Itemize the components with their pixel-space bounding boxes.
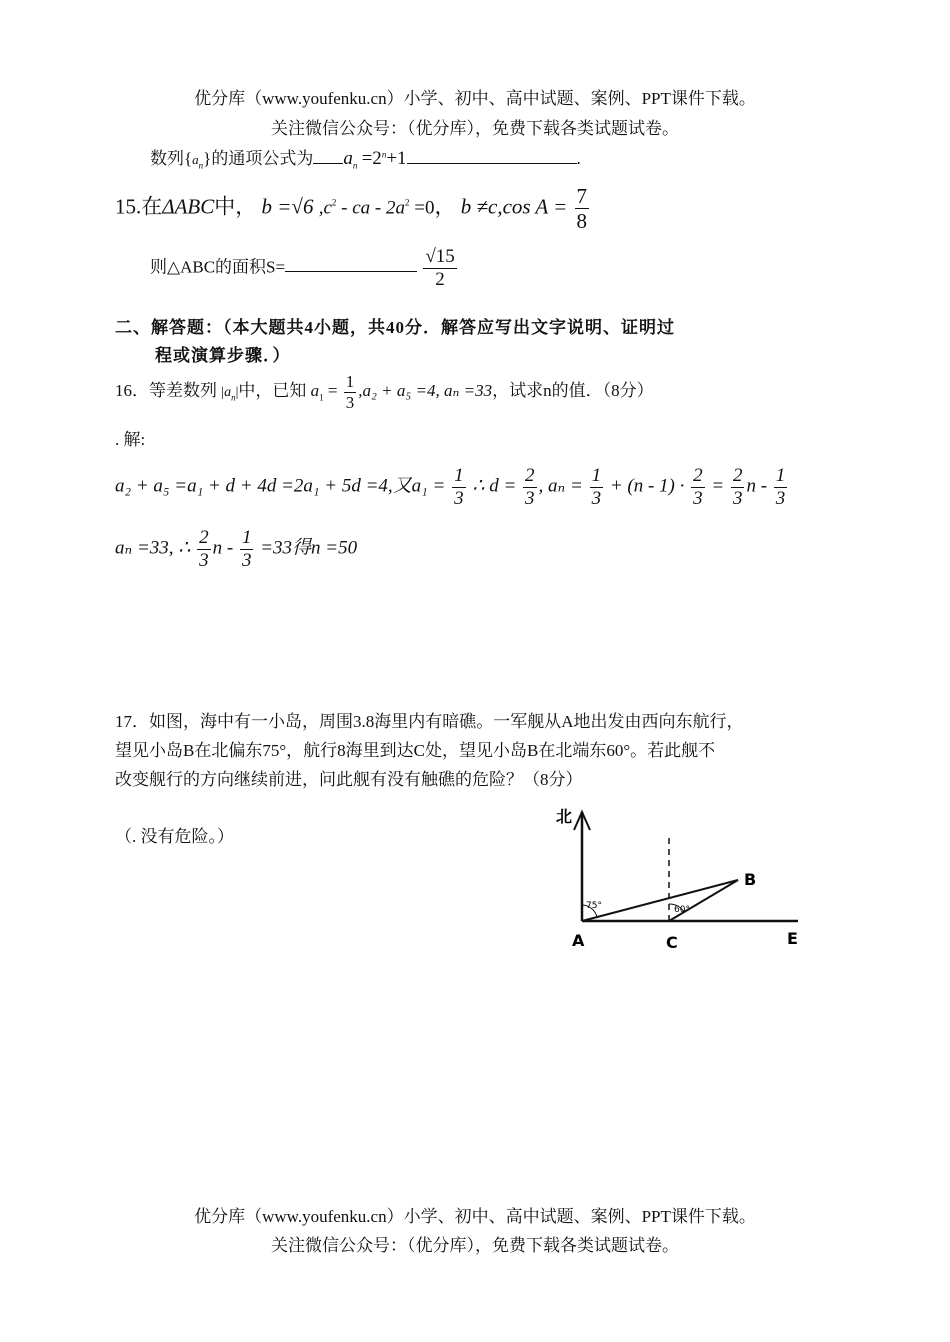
q15-sep: ， bbox=[434, 194, 456, 219]
q16-eq1: = bbox=[323, 380, 338, 400]
q16-frac-d-den: 3 bbox=[693, 487, 703, 509]
q16-frac-e bbox=[731, 465, 745, 510]
q15-cos-num: 7 bbox=[576, 184, 588, 208]
q16-frac-f-num: 1 bbox=[775, 465, 786, 486]
q14-tail bbox=[150, 144, 581, 170]
q16-frac-c bbox=[590, 465, 604, 510]
q16-frac-g-den: 3 bbox=[199, 549, 209, 571]
q16-frac-a bbox=[452, 465, 466, 510]
navigation-figure bbox=[550, 800, 810, 960]
q16-frac-e-den: 3 bbox=[732, 487, 743, 509]
q15-cond2-rest: - ca - 2a bbox=[336, 197, 405, 219]
q15-number: 15. bbox=[115, 194, 142, 219]
q16-solve: . 解: bbox=[115, 430, 146, 449]
section-title: 二、解答题：（本大题共4小题，共40分．解答应写出文字说明、证明过 bbox=[115, 318, 675, 337]
q16-line2-a: aₙ =33, ∴ bbox=[115, 537, 191, 559]
q16-f1-den: 3 bbox=[345, 392, 355, 412]
q15-ans-den: 2 bbox=[435, 268, 445, 290]
q16-line1-e: = bbox=[706, 475, 725, 497]
header-line-1: 优分库（www.youfenku.cn）小学、初中、高中试题、案例、PPT课件下载。 bbox=[194, 89, 756, 108]
line-ab bbox=[582, 880, 738, 921]
point-a-label: A bbox=[572, 931, 585, 950]
q16-line2-b: n - bbox=[212, 537, 234, 559]
angle-60-label: 60° bbox=[674, 905, 690, 915]
q16-frac-g-num: 2 bbox=[199, 527, 209, 548]
q15-cond1: b =√6 bbox=[261, 194, 314, 219]
q15-ans-num: √15 bbox=[425, 246, 455, 267]
q16-f1-num: 1 bbox=[345, 372, 355, 391]
q16-frac-a-num: 1 bbox=[454, 465, 464, 486]
q15-cond3: b ≠c bbox=[460, 194, 498, 219]
q16-number: 16． bbox=[115, 380, 149, 400]
q16-frac-g bbox=[197, 527, 211, 572]
q17-answer: （. 没有危险。） bbox=[115, 827, 234, 846]
q16-line1-c: , aₙ = bbox=[538, 475, 583, 497]
q15-cond4: ,cos A = bbox=[497, 194, 568, 219]
q14-end: . bbox=[576, 149, 581, 168]
q16-frac-d-num: 2 bbox=[693, 465, 703, 486]
q16-frac-d bbox=[691, 465, 705, 510]
q15-cond2-end: =0 bbox=[409, 197, 435, 219]
q16-frac-c-den: 3 bbox=[591, 487, 602, 509]
q15-ask bbox=[150, 246, 459, 291]
q16-rest: ,a₂ + a₅ =4, aₙ =33 bbox=[358, 380, 493, 400]
q17-line-2: 望见小岛B在北偏东75°，航行8海里到达C处，望见小岛B在北端东60°。若此舰不 bbox=[115, 741, 716, 760]
q15-zhong: 中， bbox=[214, 194, 257, 219]
q14-answer-a: a bbox=[343, 148, 353, 169]
point-e-label: E bbox=[787, 929, 798, 948]
footer-line-2: 关注微信公众号：（优分库），免费下载各类试题试卷。 bbox=[271, 1236, 679, 1255]
q14-seq-sub: n bbox=[198, 160, 204, 171]
north-label: 北 bbox=[556, 807, 573, 826]
q16-frac-f bbox=[774, 465, 788, 510]
q15-line: 15.在ΔABC中， b =√6 $,c^2$ - ca - $2a^2 =0$， b ≠c,cos A = $\frac{7}{8}$ bbox=[115, 184, 588, 234]
header-line-2: 关注微信公众号：（优分库），免费下载各类试题试卷。 bbox=[271, 119, 679, 138]
q17-line-1: 17．如图，海中有一小岛，周围3.8海里内有暗礁。一军舰从A地出发由西向东航行， bbox=[115, 712, 744, 731]
q16-frac-h-num: 1 bbox=[241, 527, 252, 548]
q15-cond2-c: c bbox=[323, 197, 332, 219]
q15-cos-den: 8 bbox=[576, 209, 588, 234]
q14-answer-eq: =2 bbox=[361, 148, 382, 169]
q14-answer-exp: n bbox=[381, 149, 387, 160]
q16-text-a: 等差数列 bbox=[149, 380, 217, 400]
q16-frac-h-den: 3 bbox=[241, 549, 252, 571]
q14-prefix: 数列{ bbox=[150, 149, 193, 168]
q15-answer-frac bbox=[423, 246, 456, 291]
q15-cos-frac bbox=[575, 184, 590, 233]
q15-in: 在 bbox=[141, 194, 163, 219]
q16-line: 16．等差数列 $|a_n|$中，已知 $a_1$ = $\frac{1}{3}$ ,a₂ + a₅ =4, aₙ =33，试求n的值．（8分） bbox=[115, 372, 654, 412]
q16-line1-d: + (n - 1) · bbox=[605, 475, 685, 497]
point-c-label: C bbox=[666, 933, 678, 952]
q15-ask-text: 则△ABC的面积S= bbox=[150, 257, 286, 277]
q16-line1-b: ∴ d = bbox=[467, 475, 517, 497]
q17-line-3: 改变舰行的方向继续前进，问此舰有没有触礁的危险？（8分） bbox=[115, 770, 583, 789]
q15-triangle: ΔABC bbox=[162, 194, 215, 219]
q16-frac-b-den: 3 bbox=[525, 487, 535, 509]
q16-a1: a bbox=[310, 380, 320, 400]
q16-work-line-1 bbox=[115, 465, 789, 510]
q16-line2-c: =33得n =50 bbox=[255, 537, 358, 559]
q16-frac-e-num: 2 bbox=[732, 465, 743, 486]
q16-frac-b bbox=[523, 465, 537, 510]
q16-frac-1-3 bbox=[344, 372, 357, 412]
point-b-label: B bbox=[744, 870, 757, 889]
q16-frac-h bbox=[240, 527, 254, 572]
q14-seq: a bbox=[192, 152, 199, 167]
q16-frac-c-num: 1 bbox=[591, 465, 602, 486]
q16-work-line-2 bbox=[115, 527, 357, 572]
q14-mid: }的通项公式为 bbox=[203, 149, 314, 168]
q16-text-b: 中，已知 bbox=[238, 380, 307, 400]
q14-answer-plus: +1 bbox=[386, 148, 407, 169]
q16-line1-f: n - bbox=[746, 475, 768, 497]
q16-frac-a-den: 3 bbox=[454, 487, 464, 509]
q16-text-c: ，试求n的值．（8分） bbox=[492, 380, 654, 400]
q16-line1-a: a₂ + a₅ =a₁ + d + 4d =2a₁ + 5d =4,又a₁ = bbox=[115, 475, 446, 497]
q16-frac-b-num: 2 bbox=[525, 465, 535, 486]
footer-line-1: 优分库（www.youfenku.cn）小学、初中、高中试题、案例、PPT课件下载。 bbox=[194, 1207, 756, 1226]
section-title-2: 程或演算步骤．） bbox=[155, 346, 291, 365]
q14-answer-sub: n bbox=[352, 160, 358, 171]
angle-75-label: 75° bbox=[586, 901, 602, 911]
q16-frac-f-den: 3 bbox=[775, 487, 786, 509]
